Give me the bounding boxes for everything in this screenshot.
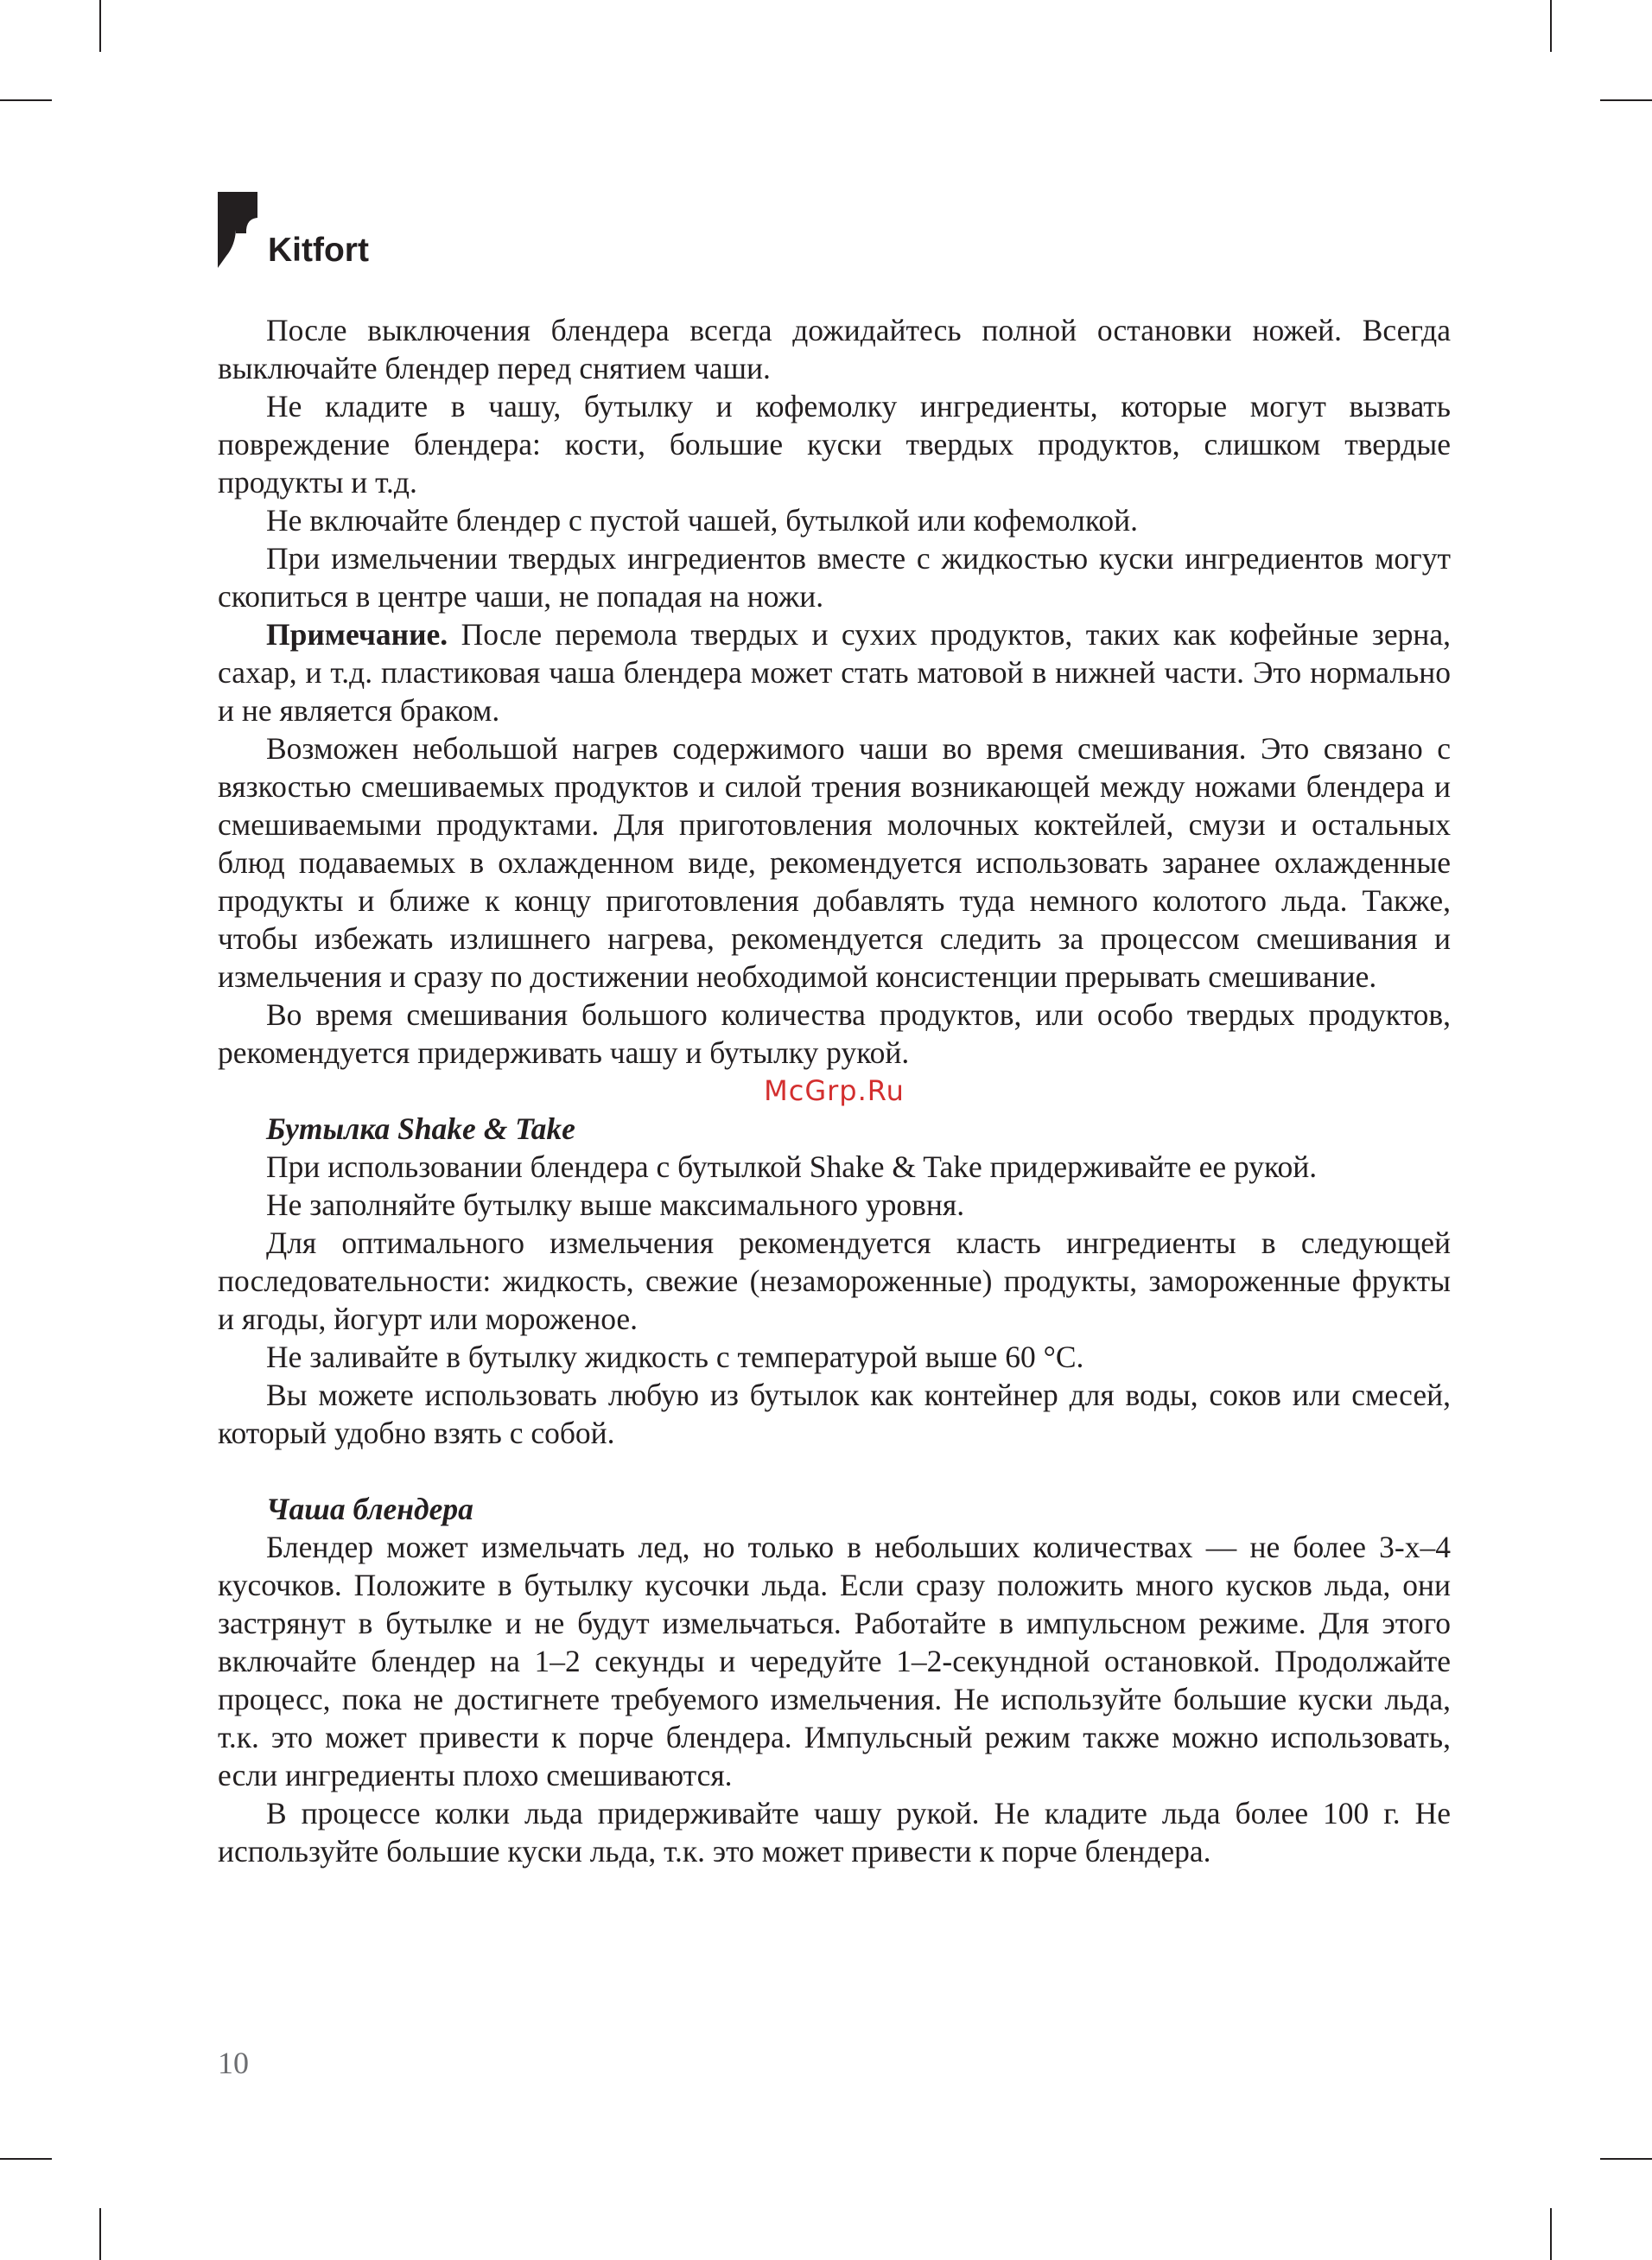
- watermark: McGrp.Ru: [764, 1074, 905, 1107]
- paragraph: При использовании блендера с бутылкой Shake & Take придерживайте ее рукой.: [266, 1149, 1318, 1184]
- paragraph: Не заполняйте бутылку выше максимального уровня.: [266, 1187, 965, 1222]
- crop-mark-bottom-left: [99, 2208, 101, 2260]
- paragraph: Не включайте блендер с пустой чашей, бутылкой или кофемолкой.: [266, 503, 1138, 538]
- page-number: 10: [218, 2046, 249, 2080]
- paragraph: Для оптимального измельчения рекомендуется класть ингредиенты в следующей последовательности: жидкость, свежие (незамороженные) продукты, замороженные фрукты и ягоды, йогурт или мороженое.: [218, 1225, 1451, 1336]
- crop-mark-bottom-right-h: [1600, 2158, 1652, 2160]
- crop-mark-top-left: [99, 0, 101, 52]
- paragraph: При измельчении твердых ингредиентов вместе с жидкостью куски ингредиентов могут скопиться в центре чаши, не попадая на ножи.: [218, 541, 1451, 614]
- paragraph: Блендер может измельчать лед, но только в небольших количествах — не более 3-х–4 кусочков. Положите в бутылку кусочки льда. Если сразу положить много кусков льда, они застрянут в бутылке и не будут измельчаться. Работайте в импульсном режиме. Для этого включайте блендер на 1–2 секунды и чередуйте 1–2-секундной остановкой. Продолжайте процесс, пока не достигнете требуемого измельчения. Не используйте большие куски льда, т.к. это может привести к порче блендера. Импульсный режим также можно использовать, если ингредиенты плохо смешиваются.: [218, 1530, 1451, 1792]
- crop-mark-top-right-h: [1600, 99, 1652, 101]
- section-title-bowl: Чаша блендера: [266, 1492, 473, 1526]
- note-text: После перемола твердых и сухих продуктов, таких как кофейные зерна, сахар, и т.д. пластиковая чаша блендера может стать матовой в нижней части. Это нормально и не является браком.: [218, 617, 1451, 728]
- crop-mark-top-left-h: [0, 99, 52, 101]
- paragraph: После выключения блендера всегда дожидайтесь полной остановки ножей. Всегда выключайте блендер перед снятием чаши.: [218, 313, 1451, 385]
- brand-name: Kitfort: [268, 232, 369, 269]
- paragraph: Во время смешивания большого количества продуктов, или особо твердых продуктов, рекомендуется придерживать чашу и бутылку рукой.: [218, 997, 1451, 1070]
- paragraph: В процессе колки льда придерживайте чашу рукой. Не кладите льда более 100 г. Не используйте большие куски льда, т.к. это может привести к порче блендера.: [218, 1796, 1451, 1868]
- paragraph: Возможен небольшой нагрев содержимого чаши во время смешивания. Это связано с вязкостью смешиваемых продуктов и силой трения возникающей между ножами блендера и смешиваемыми продуктами. Для приготовления молочных коктейлей, смузи и остальных блюд подаваемых в охлажденном виде, рекомендуется использовать заранее охлажденные продукты и ближе к концу приготовления добавлять туда немного колотого льда. Также, чтобы избежать излишнего нагрева, рекомендуется следить за процессом смешивания и измельчения и сразу по достижении необходимой консистенции прерывать смешивание.: [218, 731, 1451, 994]
- crop-mark-top-right: [1550, 0, 1552, 52]
- paragraph: Не заливайте в бутылку жидкость с температурой выше 60 °C.: [266, 1340, 1084, 1374]
- note-paragraph: [218, 615, 1451, 729]
- note-label: Примечание.: [266, 617, 448, 652]
- paragraph: Вы можете использовать любую из бутылок как контейнер для воды, соков или смесей, который удобно взять с собой.: [218, 1378, 1451, 1450]
- crop-mark-bottom-left-h: [0, 2158, 52, 2160]
- paragraph: Не кладите в чашу, бутылку и кофемолку ингредиенты, которые могут вызвать повреждение блендера: кости, большие куски твердых продуктов, слишком твердые продукты и т.д.: [218, 389, 1451, 500]
- section-title-bottle: Бутылка Shake & Take: [266, 1111, 575, 1146]
- kitfort-logo-icon: [218, 192, 257, 268]
- brand-logo: [218, 188, 391, 271]
- page-content: [218, 311, 1451, 1870]
- crop-mark-bottom-right: [1550, 2208, 1552, 2260]
